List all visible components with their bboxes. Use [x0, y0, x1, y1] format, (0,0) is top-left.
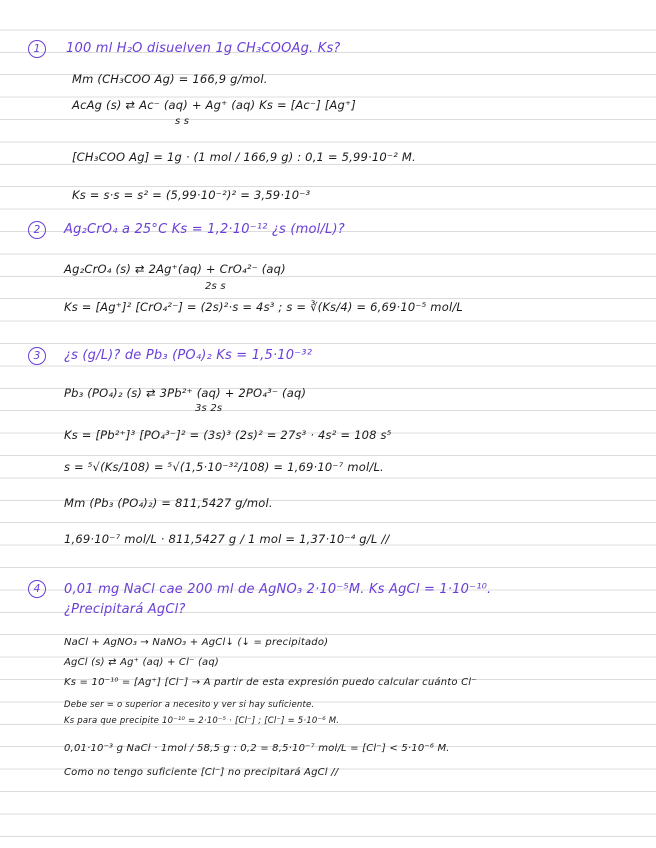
problem-statement: 100 ml H₂O disuelven 1g CH₃COOAg. Ks?: [66, 41, 341, 56]
work-line: Ks para que precipite 10⁻¹⁰ = 2·10⁻⁵ · [Cl⁻] ; [Cl⁻] = 5·10⁻⁶ M.: [64, 716, 340, 726]
work-line: 0,01·10⁻³ g NaCl · 1mol / 58,5 g : 0,2 = 8,5·10⁻⁷ mol/L = [Cl⁻] < 5·10⁻⁶ M.: [64, 743, 450, 754]
work-line: [CH₃COO Ag] = 1g · (1 mol / 166,9 g) : 0,1 = 5,99·10⁻² M.: [72, 150, 416, 164]
work-line: Mm (Pb₃ (PO₄)₂) = 811,5427 g/mol.: [64, 496, 273, 510]
problem-question: ¿Precipitará AgCl?: [64, 602, 186, 617]
work-line: 1,69·10⁻⁷ mol/L · 811,5427 g / 1 mol = 1,37·10⁻⁴ g/L //: [64, 532, 390, 546]
work-line: Ks = [Pb²⁺]³ [PO₄³⁻]² = (3s)³ (2s)² = 27s³ · 4s² = 108 s⁵: [64, 428, 392, 442]
work-line: Como no tengo suficiente [Cl⁻] no precipitará AgCl //: [64, 767, 339, 778]
work-line: 2s s: [205, 281, 226, 292]
problem-number-badge: 4: [28, 580, 46, 598]
work-line: s = ⁵√(Ks/108) = ⁵√(1,5·10⁻³²/108) = 1,69·10⁻⁷ mol/L.: [64, 460, 384, 474]
problem-statement: Ag₂CrO₄ a 25°C Ks = 1,2·10⁻¹² ¿s (mol/L)?: [64, 222, 345, 237]
problem-number-badge: 1: [28, 40, 46, 58]
work-line: Ag₂CrO₄ (s) ⇄ 2Ag⁺(aq) + CrO₄²⁻ (aq): [64, 262, 286, 276]
work-line: Debe ser = o superior a necesito y ver si hay suficiente.: [64, 700, 315, 710]
problem-number-badge: 3: [28, 347, 46, 365]
work-line: Ks = s·s = s² = (5,99·10⁻²)² = 3,59·10⁻³: [72, 188, 311, 202]
work-line: AgCl (s) ⇄ Ag⁺ (aq) + Cl⁻ (aq): [64, 657, 220, 668]
problem-statement: 0,01 mg NaCl cae 200 ml de AgNO₃ 2·10⁻⁵M. Ks AgCl = 1·10⁻¹⁰.: [64, 582, 492, 597]
work-line: Ks = 10⁻¹⁰ = [Ag⁺] [Cl⁻] → A partir de esta expresión puedo calcular cuánto Cl⁻: [64, 677, 477, 688]
work-line: Pb₃ (PO₄)₂ (s) ⇄ 3Pb²⁺ (aq) + 2PO₄³⁻ (aq): [64, 386, 307, 400]
work-line: Ks = [Ag⁺]² [CrO₄²⁻] = (2s)²·s = 4s³ ; s = ∛(Ks/4) = 6,69·10⁻⁵ mol/L: [64, 300, 464, 314]
problem-number-badge: 2: [28, 221, 46, 239]
work-line: AcAg (s) ⇄ Ac⁻ (aq) + Ag⁺ (aq) Ks = [Ac⁻] [Ag⁺]: [72, 98, 356, 112]
problem-statement: ¿s (g/L)? de Pb₃ (PO₄)₂ Ks = 1,5·10⁻³²: [64, 348, 313, 363]
work-line: NaCl + AgNO₃ → NaNO₃ + AgCl↓ (↓ = precipitado): [64, 637, 329, 648]
work-line: 3s 2s: [195, 403, 223, 414]
work-line: Mm (CH₃COO Ag) = 166,9 g/mol.: [72, 72, 268, 86]
work-line: s s: [175, 116, 190, 127]
